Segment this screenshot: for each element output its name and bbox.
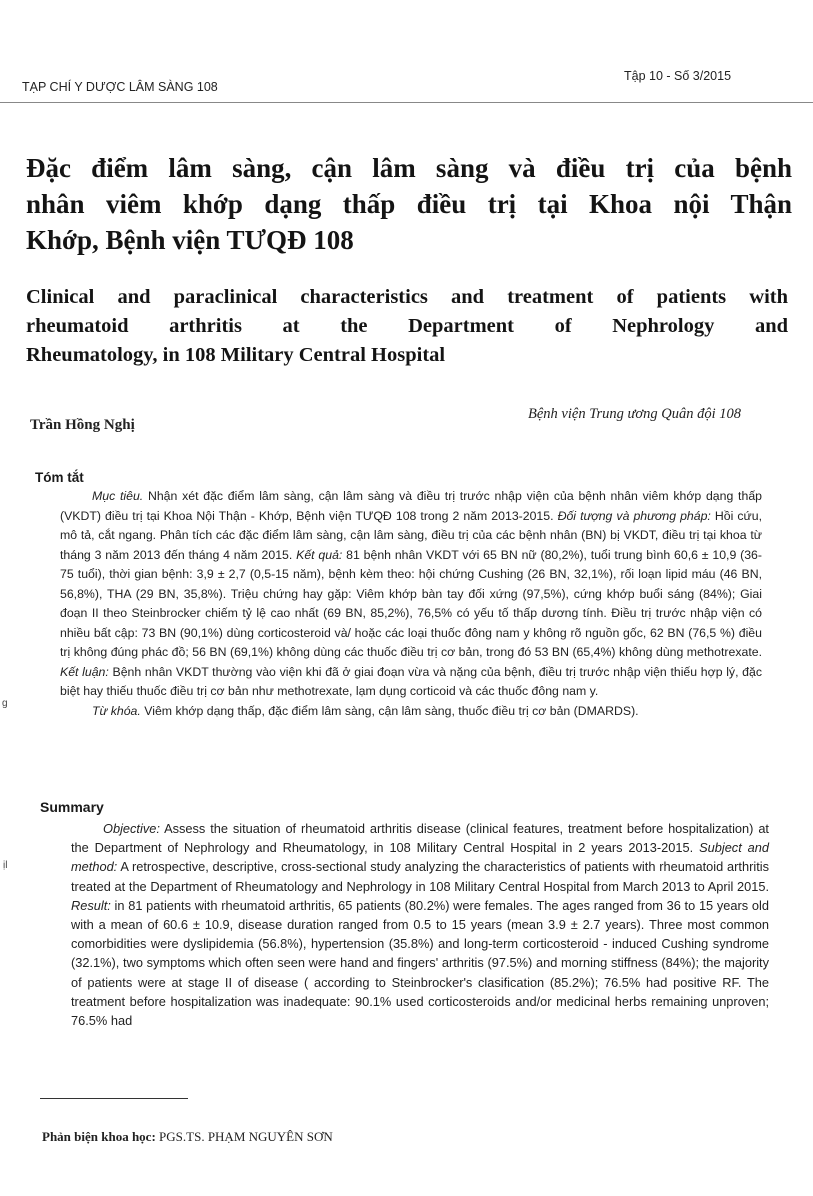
reviewer-label: Phản biện khoa học: [42,1129,156,1144]
abstract-heading-vi: Tóm tắt [35,470,84,485]
result-label-en: Result: [71,897,111,913]
method-text-en: A retrospective, descriptive, cross-sectional study analyzing the characteristics of patients with rheumatoid arthritis treated at the Department of Rheumatology and Nephrology in 108 Military Central Hospital from March 2013 to April 2015. [71,859,769,894]
title-vi-line: Khớp, Bệnh viện TƯQĐ 108 [26,225,354,255]
objective-text-en: Assess the situation of rheumatoid arthritis disease (clinical features, treatment before hospitalization) at the Department of Nephrology and Rheumatology, in 108 Military Central Hospital in 2 years 2013-2015. [71,821,769,856]
keywords-text-vi: Viêm khớp dạng thấp, đặc điểm lâm sàng, cận lâm sàng, thuốc điều trị cơ bản (DMARDS). [140,703,639,718]
objective-text-vi: Nhận xét đặc điểm lâm sàng, cận lâm sàng và điều trị trước nhập viện của bệnh nhân viêm khớp dạng thấp (VKDT) điều trị tại Khoa Nội Thận - Khớp, Bệnh viện TƯQĐ 108 trong 2 năm 2013-2015. [60,489,762,523]
method-label-en: Subject and method: [71,840,770,875]
issue-info: Tập 10 - Số 3/2015 [624,69,732,83]
abstract-heading-en: Summary [40,799,104,815]
title-english [26,283,788,370]
reviewer-note [42,1129,333,1145]
title-vi-line: Đặc điểm lâm sàng, cận lâm sàng và điều trị của bệnh [26,153,792,183]
abstract-paragraph [60,487,762,702]
result-label-vi: Kết quả: [296,547,343,562]
header-divider [0,102,813,103]
title-vi-line: nhân viêm khớp dạng thấp điều trị tại Khoa nội Thận [26,189,792,219]
abstract-vietnamese [60,487,762,721]
title-en-line: Clinical and paraclinical characteristics and treatment of patients with [26,286,788,308]
abstract-english [71,819,769,1030]
conclusion-label-vi: Kết luận: [60,664,109,679]
scan-edge-mark: g [2,698,8,709]
result-text-vi: 81 bệnh nhân VKDT với 65 BN nữ (80,2%), tuổi trung bình 60,6 ± 10,9 (36-75 tuổi), thời gian bệnh: 3,9 ± 2,7 (0,5-15 năm), bệnh kèm theo: hội chứng Cushing (26 BN, 32,1%), rối loạn lipid máu (46 BN, 56,8%), THA (29 BN, 35,8%). Triệu chứng hay gặp: Viêm khớp bàn tay đối xứng (97,5%), cứng khớp buổi sáng (84%); Giai đoạn II theo Steinbrocker chiếm tỷ lệ cao nhất (69 BN, 85,2%), 76,5% có yếu tố thấp dương tính. Điều trị trước nhập viện có nhiều bất cập: 73 BN (90,1%) dùng corticosteroid và/ hoặc các loại thuốc đông nam y không rõ nguồn gốc, 62 BN (76,5 %) điều trị không đúng phác đồ; 56 BN (69,1%) không dùng các thuốc điều trị cơ bản, trong đó 53 BN (65,4%) không dùng methotrexate. [60,547,762,659]
scan-edge-mark: ịl [3,860,8,871]
title-vietnamese [26,150,792,258]
result-text-en: in 81 patients with rheumatoid arthritis, 65 patients (80.2%) were females. The ages ranged from 36 to 15 years old with a mean of 60.6 ± 10.9, disease duration ranged from 0.5 to 15 years (mean 3.9 ± 2.7 years). Three most common comorbidities were dyslipidemia (56.8%), hypertension (35.8%) and long-term corticosteroid - induced Cushing syndrome (32.1%), two symptoms which often seen were hand and fingers' arthritis (97.5%) and morning stiffness (84%); the majority of patients were at stage II of disease ( according to Steinbrocker's clasification (85.2%); 76.5% had positive RF. The treatment before hospitalization was inadequate: 90.1% used corticosteroids and/or medicinal herbs remaining unproven; 76.5% had [71,897,769,1029]
author-name: Trần Hồng Nghị [30,417,135,433]
objective-label-en: Objective: [103,821,160,836]
conclusion-text-vi: Bệnh nhân VKDT thường vào viện khi đã ở giai đoạn vừa và nặng của bệnh, điều trị trước nhập viện thiếu hợp lý, đặc biệt hay thiếu thuốc điều trị cơ bản như methotrexate, lạm dụng corticoid và các thuốc đông nam y. [60,664,763,698]
journal-name: TẠP CHÍ Y DƯỢC LÂM SÀNG 108 [22,80,218,94]
objective-label-vi: Mục tiêu. [92,489,144,503]
footnote-divider [40,1098,188,1099]
title-en-line: rheumatoid arthritis at the Department of Nephrology and [26,315,788,337]
reviewer-name: PGS.TS. PHẠM NGUYÊN SƠN [155,1129,333,1144]
method-text-vi: Hồi cứu, mô tả, cắt ngang. Phân tích các đặc điểm lâm sàng, cận lâm sàng, điều trị của các bệnh nhân (BN) bị VKDT, điều trị tại khoa từ tháng 3 năm 2013 đến tháng 4 năm 2015. [60,508,763,562]
keywords-label-vi: Từ khóa. [92,703,141,718]
author-affiliation: Bệnh viện Trung ương Quân đội 108 [528,406,741,422]
keywords-paragraph [60,702,762,722]
method-label-vi: Đối tượng và phương pháp: [557,508,711,523]
summary-paragraph [71,819,769,1030]
title-en-line: Rheumatology, in 108 Military Central Hospital [26,344,446,366]
